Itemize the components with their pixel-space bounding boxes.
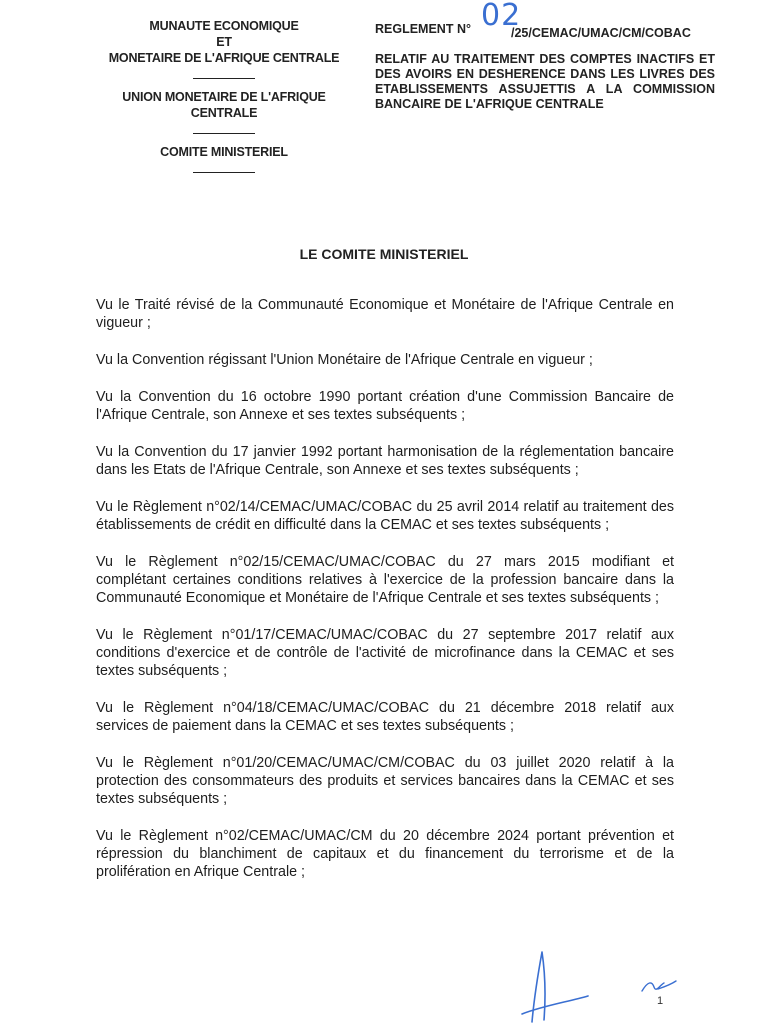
header-divider [193, 172, 255, 173]
issuing-organization-block [88, 18, 360, 183]
preamble-paragraph: Vu le Règlement n°01/17/CEMAC/UMAC/COBAC du 27 septembre 2017 relatif aux conditions d'exercice et de contrôle de l'activité de microfinance dans la CEMAC et ses textes subséquents ; [96, 627, 674, 679]
regulation-prefix: REGLEMENT N° [375, 22, 471, 36]
preamble-paragraph: Vu le Règlement n°04/18/CEMAC/UMAC/COBAC du 21 décembre 2018 relatif aux services de paiement dans la CEMAC et ses textes subséquents ; [96, 700, 674, 734]
regulation-subject: RELATIF AU TRAITEMENT DES COMPTES INACTIFS ET DES AVOIRS EN DESHERENCE DANS LES LIVRES DES ETABLISSEMENTS ASSUJETTIS A LA COMMISSION BANCAIRE DE L'AFRIQUE CENTRALE [375, 52, 715, 111]
preamble-paragraph: Vu la Convention régissant l'Union Monétaire de l'Afrique Centrale en vigueur ; [96, 352, 593, 368]
preamble-paragraph: Vu le Règlement n°02/14/CEMAC/UMAC/COBAC du 25 avril 2014 relatif au traitement des établissements de crédit en difficulté dans la CEMAC et ses textes subséquents ; [96, 499, 674, 533]
header-divider [193, 133, 255, 134]
regulation-header-block [375, 0, 715, 112]
org-name-line-3: MONETAIRE DE L'AFRIQUE CENTRALE [108, 51, 340, 65]
preamble-paragraph: Vu le Règlement n°01/20/CEMAC/UMAC/CM/COBAC du 03 juillet 2020 relatif à la protection des consommateurs des produits et services bancaires dans la CEMAC et ses textes subséquents ; [96, 755, 674, 807]
header-divider [193, 78, 255, 79]
initials-mark [638, 975, 678, 997]
handwritten-regulation-number: 02 [481, 0, 522, 33]
signature-mark [512, 944, 592, 1024]
page-number: 1 [657, 995, 664, 1007]
committee-name: COMITE MINISTERIEL [160, 145, 288, 159]
org-name-line-2: ET [216, 35, 232, 49]
org-name-line-1: MUNAUTE ECONOMIQUE [149, 19, 299, 33]
union-name-line-1: UNION MONETAIRE DE L'AFRIQUE [122, 90, 326, 104]
preamble-paragraph: Vu le Règlement n°02/CEMAC/UMAC/CM du 20 décembre 2024 portant prévention et répression du blanchiment de capitaux et du financement du terrorisme et de la prolifération en Afrique Centrale ; [96, 828, 674, 880]
preamble-paragraph: Vu le Règlement n°02/15/CEMAC/UMAC/COBAC du 27 mars 2015 modifiant et complétant certaines conditions relatives à l'exercice de la profession bancaire dans la Communauté Economique et Monétaire de l'Afrique Centrale et ses textes subséquents ; [96, 554, 674, 606]
preamble-body [96, 296, 674, 900]
regulation-reference [375, 0, 715, 44]
preamble-paragraph: Vu la Convention du 16 octobre 1990 portant création d'une Commission Bancaire de l'Afrique Centrale, son Annexe et ses textes subséquents ; [96, 389, 674, 423]
regulation-suffix: /25/CEMAC/UMAC/CM/COBAC [511, 26, 691, 40]
document-title: LE COMITE MINISTERIEL [299, 246, 469, 262]
preamble-paragraph: Vu le Traité révisé de la Communauté Economique et Monétaire de l'Afrique Centrale en vigueur ; [96, 297, 674, 331]
union-name-line-2: CENTRALE [190, 106, 258, 120]
preamble-paragraph: Vu la Convention du 17 janvier 1992 portant harmonisation de la réglementation bancaire dans les Etats de l'Afrique Centrale, son Annexe et ses textes subséquents ; [96, 444, 674, 478]
